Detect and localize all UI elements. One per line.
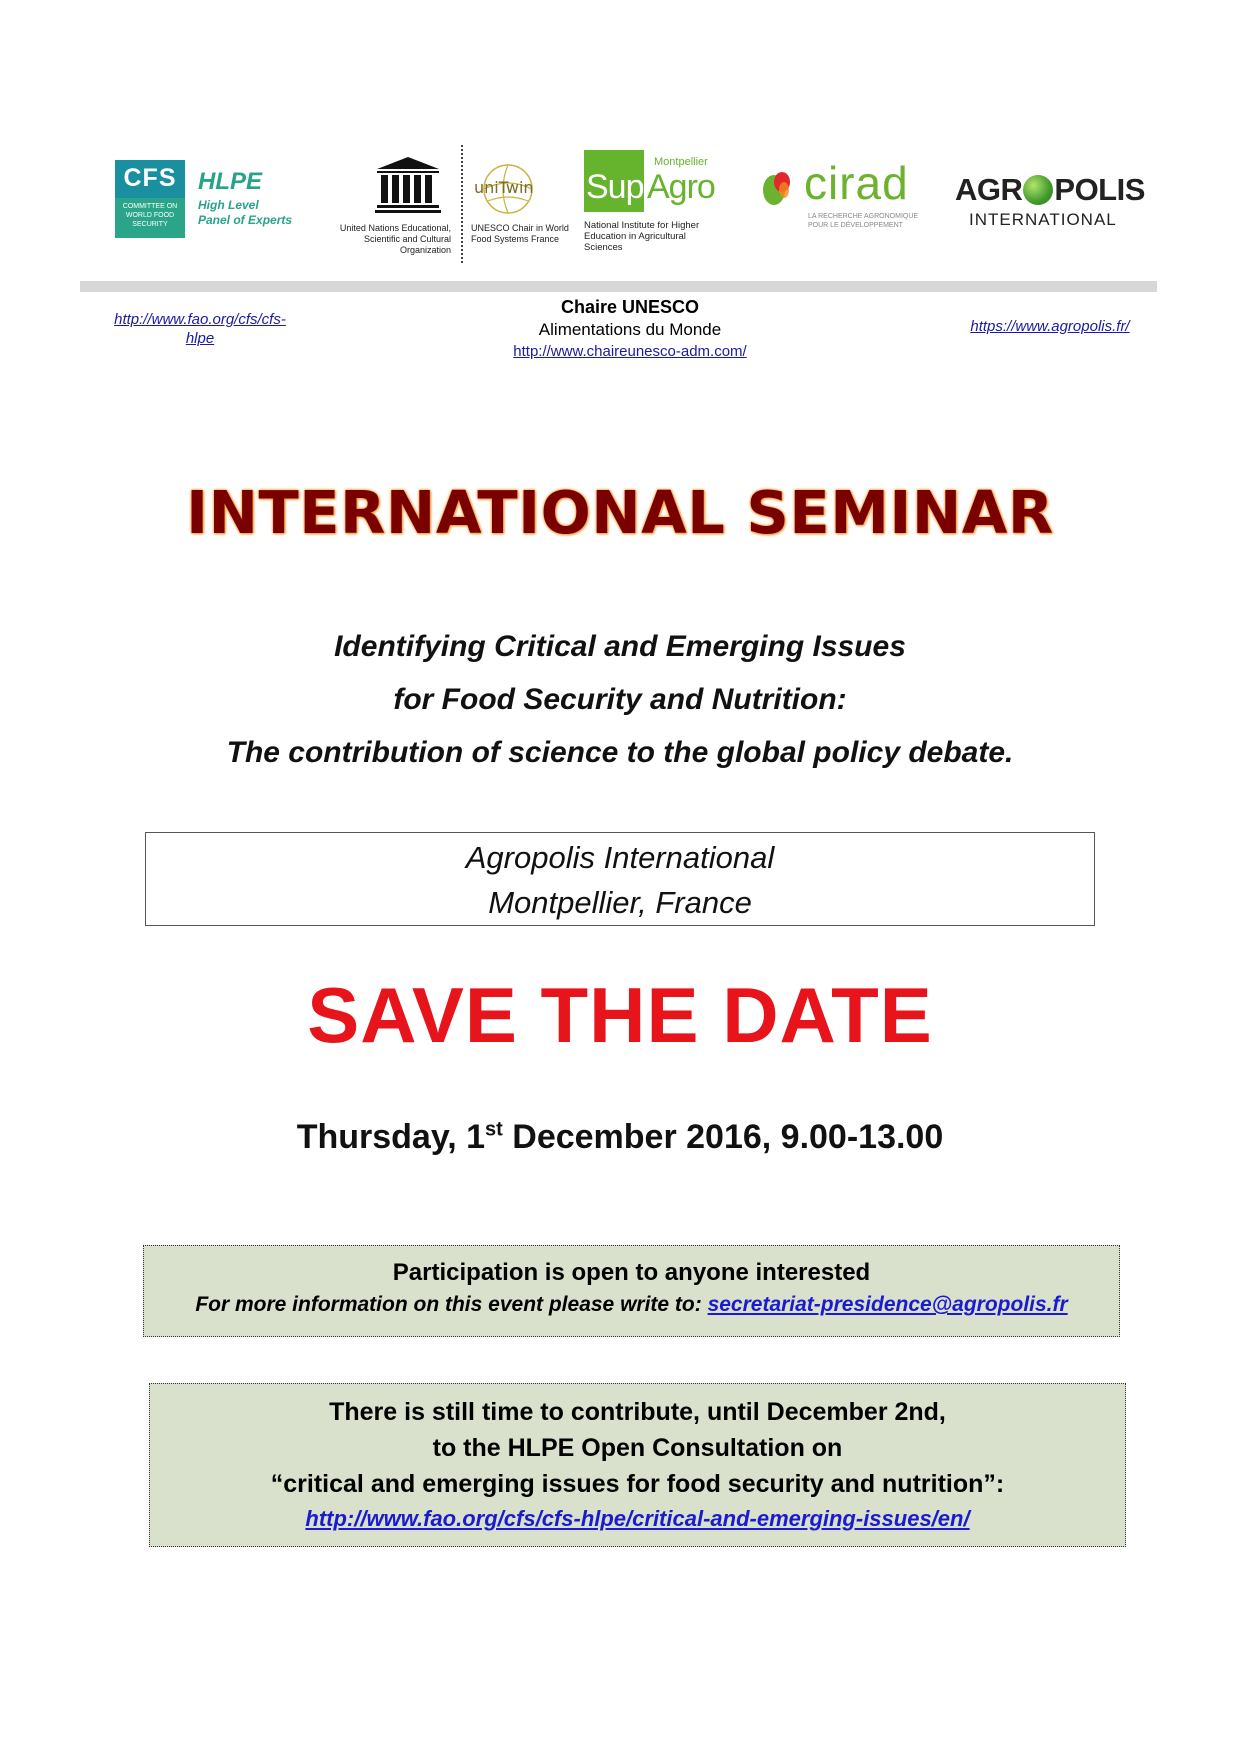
event-date bbox=[0, 1118, 1240, 1157]
chaire-title: Chaire UNESCO bbox=[560, 297, 700, 317]
cirad-caption: LA RECHERCHE AGRONOMIQUE POUR LE DÉVELOPPEMENT bbox=[808, 213, 919, 229]
date-suffix: December 2016, 9.00-13.00 bbox=[502, 1118, 944, 1156]
contact-prefix: For more information on this event please write to: bbox=[195, 1293, 708, 1316]
unesco-temple-icon bbox=[373, 155, 443, 215]
cirad-wordmark: cirad bbox=[804, 157, 909, 209]
contact-line bbox=[144, 1290, 1119, 1320]
agropolis-link[interactable]: https://www.agropolis.fr/ bbox=[970, 318, 1130, 335]
agropolis-globe-icon bbox=[1023, 175, 1053, 205]
chaire-url-link[interactable]: http://www.chaireunesco-adm.com/ bbox=[513, 343, 747, 360]
subtitle-line-3: The contribution of science to the global policy debate. bbox=[226, 736, 1014, 769]
fao-hlpe-link[interactable]: http://www.fao.org/cfs/cfs-hlpe bbox=[114, 311, 286, 347]
seminar-subtitle bbox=[0, 620, 1240, 779]
subtitle-line-2: for Food Security and Nutrition: bbox=[393, 683, 847, 716]
participation-line: Participation is open to anyone interested bbox=[392, 1259, 871, 1286]
date-prefix: Thursday, 1 bbox=[296, 1118, 486, 1156]
supagro-caption: National Institute for Higher Education in Agricultural Sciences bbox=[584, 220, 700, 253]
consultation-box bbox=[149, 1383, 1126, 1547]
agropolis-wordmark bbox=[955, 172, 1145, 208]
venue-name: Agropolis International bbox=[465, 840, 775, 875]
venue-city: Montpellier, France bbox=[488, 885, 752, 920]
cfs-band-text: COMMITTEE ON WORLD FOOD SECURITY bbox=[115, 198, 185, 238]
subtitle-line-1: Identifying Critical and Emerging Issues bbox=[334, 630, 906, 663]
cfs-hlpe-logo bbox=[115, 160, 295, 240]
supagro-sup: Sup bbox=[586, 168, 644, 206]
agropolis-wordmark-b: POLIS bbox=[1054, 172, 1145, 207]
chaire-subtitle: Alimentations du Monde bbox=[538, 320, 722, 339]
agropolis-logo bbox=[955, 172, 1155, 232]
consultation-line-1: There is still time to contribute, until December 2nd, bbox=[329, 1398, 946, 1426]
hlpe-line1: High Level bbox=[198, 198, 259, 212]
hlpe-acronym: HLPE bbox=[198, 168, 263, 195]
cirad-logo bbox=[760, 157, 930, 240]
unesco-unitwin-logo bbox=[338, 145, 569, 265]
cfs-logo-box bbox=[115, 160, 185, 238]
consultation-line-2: to the HLPE Open Consultation on bbox=[432, 1434, 843, 1462]
unitwin-globe-icon bbox=[470, 157, 540, 217]
supagro-agro: Agro bbox=[647, 168, 715, 206]
unitwin-caption: UNESCO Chair in World Food Systems France bbox=[471, 223, 569, 244]
participation-box bbox=[143, 1245, 1120, 1337]
venue-box bbox=[145, 832, 1095, 926]
save-the-date-heading: SAVE THE DATE bbox=[307, 971, 933, 1059]
header-divider-bar bbox=[80, 281, 1157, 292]
page-title: INTERNATIONAL SEMINAR bbox=[186, 478, 1054, 547]
contact-email-link[interactable]: secretariat-presidence@agropolis.fr bbox=[707, 1293, 1068, 1316]
supagro-montpellier: Montpellier bbox=[654, 156, 708, 168]
consultation-line-3: “critical and emerging issues for food security and nutrition”: bbox=[270, 1470, 1005, 1498]
logo-divider bbox=[461, 145, 463, 263]
cirad-leaf-icon bbox=[760, 168, 794, 208]
chaire-unesco-block bbox=[470, 296, 790, 362]
agropolis-subtitle: INTERNATIONAL bbox=[969, 210, 1117, 229]
supagro-logo bbox=[584, 148, 724, 258]
date-ordinal: st bbox=[485, 1118, 503, 1141]
unesco-caption: United Nations Educational, Scientific and Cultural Organization bbox=[339, 223, 451, 255]
consultation-url-link[interactable]: http://www.fao.org/cfs/cfs-hlpe/critical-and-emerging-issues/en/ bbox=[305, 1506, 970, 1531]
cfs-acronym: CFS bbox=[123, 164, 177, 192]
unitwin-wordmark: uniTwin bbox=[474, 178, 534, 197]
agropolis-wordmark-a: AGR bbox=[955, 172, 1023, 207]
hlpe-line2: Panel of Experts bbox=[198, 213, 293, 227]
